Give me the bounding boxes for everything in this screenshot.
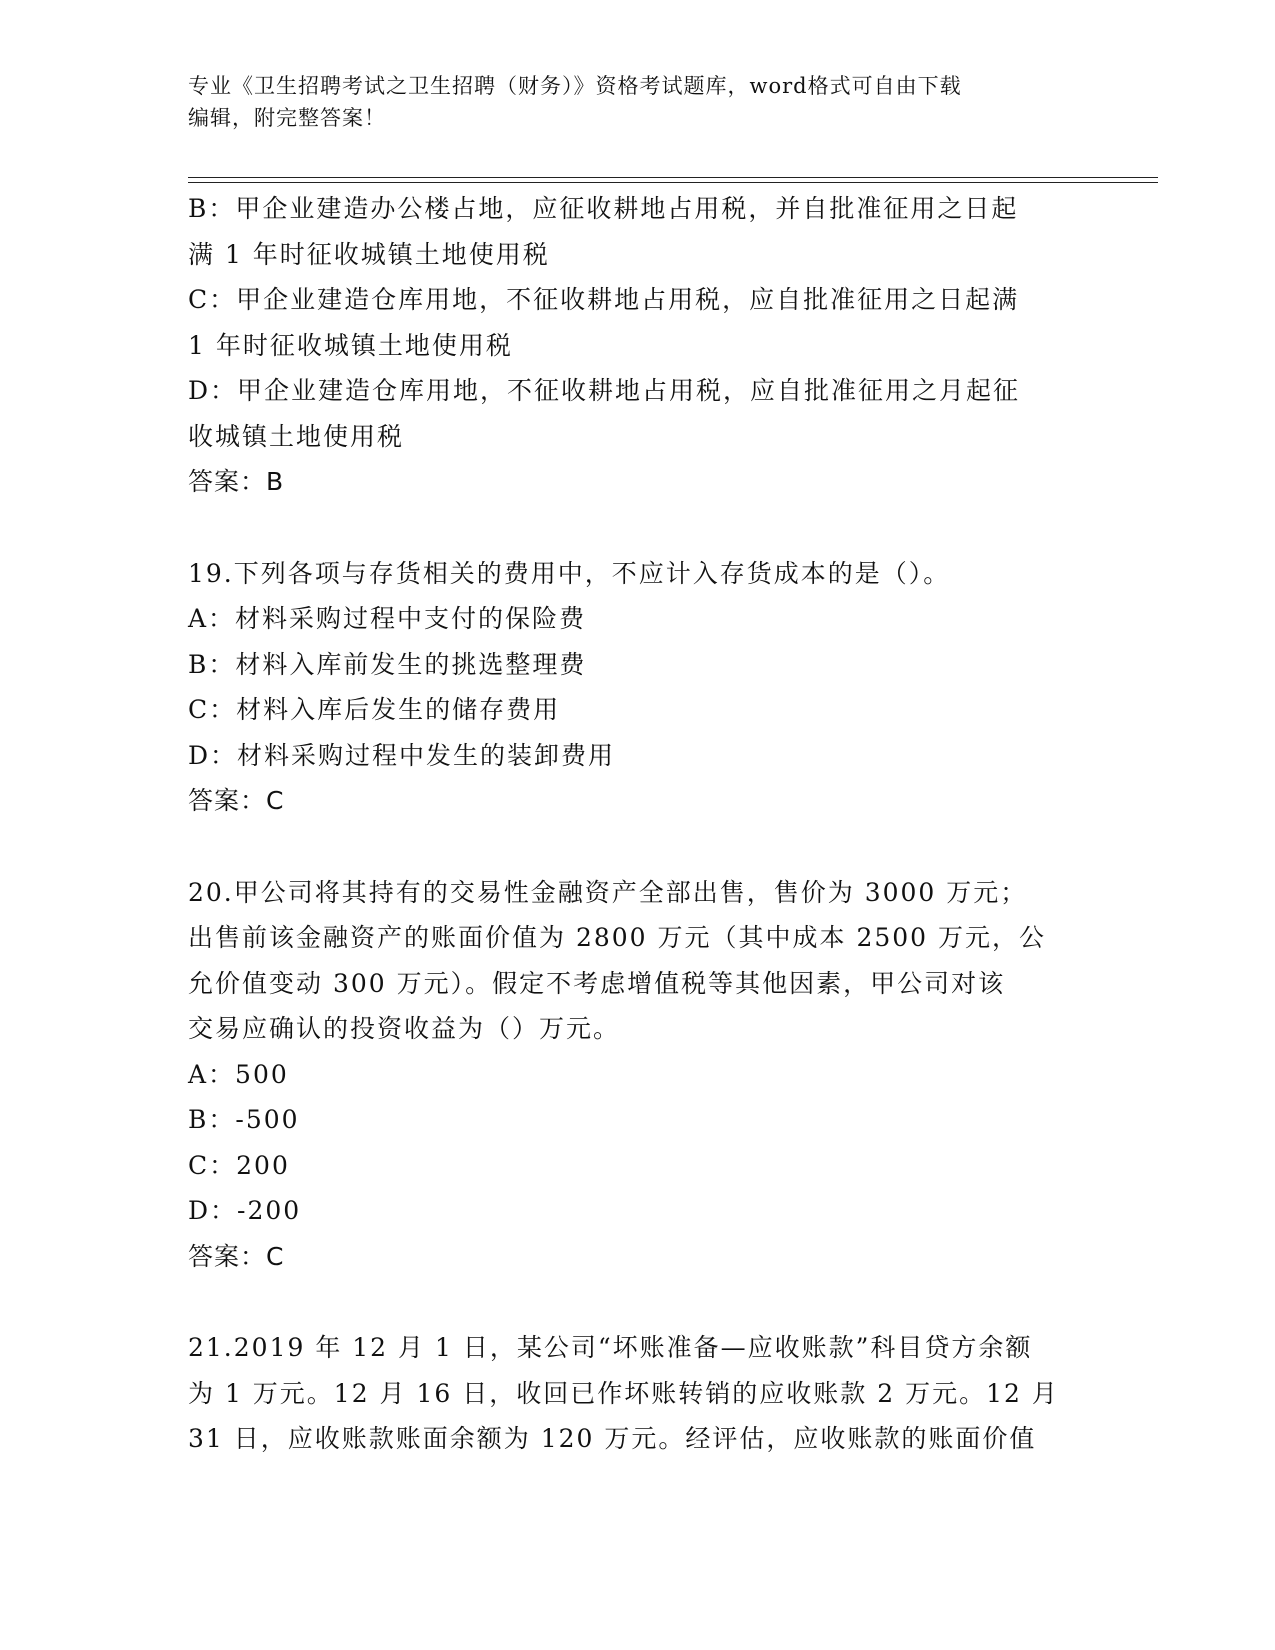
q19-option-c: C：材料入库后发生的储存费用 [188,695,561,724]
document-header [188,70,1068,134]
header-divider-top [188,177,1158,178]
q20-option-b: B：-500 [188,1105,300,1134]
question-18-continued [188,186,1088,505]
question-21 [188,1325,1088,1462]
question-spacer [188,824,1088,870]
header-title-line-1: 专业《卫生招聘考试之卫生招聘（财务）》资格考试题库，word格式可自由下载 [188,74,962,98]
question-spacer [188,1279,1088,1325]
q20-stem-line-4: 交易应确认的投资收益为（）万元。 [188,1014,621,1043]
q18-option-d-line-1: D：甲企业建造仓库用地，不征收耕地占用税，应自批准征用之月起征 [188,376,1021,405]
q18-option-b-line-1: B：甲企业建造办公楼占地，应征收耕地占用税，并自批准征用之日起 [188,194,1019,223]
q18-option-b-line-2: 满 1 年时征收城镇土地使用税 [188,239,550,269]
q20-answer: 答案：C [188,1241,285,1271]
question-spacer [188,505,1088,551]
q18-option-c-line-1: C：甲企业建造仓库用地，不征收耕地占用税，应自批准征用之日起满 [188,285,1020,314]
q18-option-c-line-2: 1 年时征收城镇土地使用税 [188,330,513,360]
q19-option-d: D：材料采购过程中发生的装卸费用 [188,740,616,770]
q20-option-c: C：200 [188,1150,290,1180]
q19-option-b: B：材料入库前发生的挑选整理费 [188,649,587,679]
q19-option-a: A：材料采购过程中支付的保险费 [188,604,587,633]
q20-option-d: D：-200 [188,1196,302,1225]
q19-answer: 答案：C [188,786,285,815]
header-divider-bottom [188,182,1158,183]
q18-option-d-line-2: 收城镇土地使用税 [188,421,405,451]
q20-stem-line-3: 允价值变动 300 万元）。假定不考虑增值税等其他因素，甲公司对该 [188,968,1006,998]
document-body [188,186,1088,1462]
q21-stem-line-1: 21.2019 年 12 月 1 日，某公司“坏账准备—应收账款”科目贷方余额 [188,1333,1033,1362]
q19-stem: 19.下列各项与存货相关的费用中，不应计入存货成本的是（）。 [188,558,951,588]
q20-stem-line-1: 20.甲公司将其持有的交易性金融资产全部出售，售价为 3000 万元； [188,877,1028,907]
header-title-line-2: 编辑，附完整答案！ [188,106,386,130]
q21-stem-line-3: 31 日，应收账款账面余额为 120 万元。经评估，应收账款的账面价值 [188,1424,1037,1453]
question-19 [188,551,1088,824]
q18-answer: 答案：B [188,467,285,496]
q21-stem-line-2: 为 1 万元。12 月 16 日，收回已作坏账转销的应收账款 2 万元。12 月 [188,1378,1059,1408]
question-20 [188,870,1088,1280]
q20-option-a: A：500 [188,1059,289,1089]
q20-stem-line-2: 出售前该金融资产的账面价值为 2800 万元（其中成本 2500 万元，公 [188,923,1047,952]
